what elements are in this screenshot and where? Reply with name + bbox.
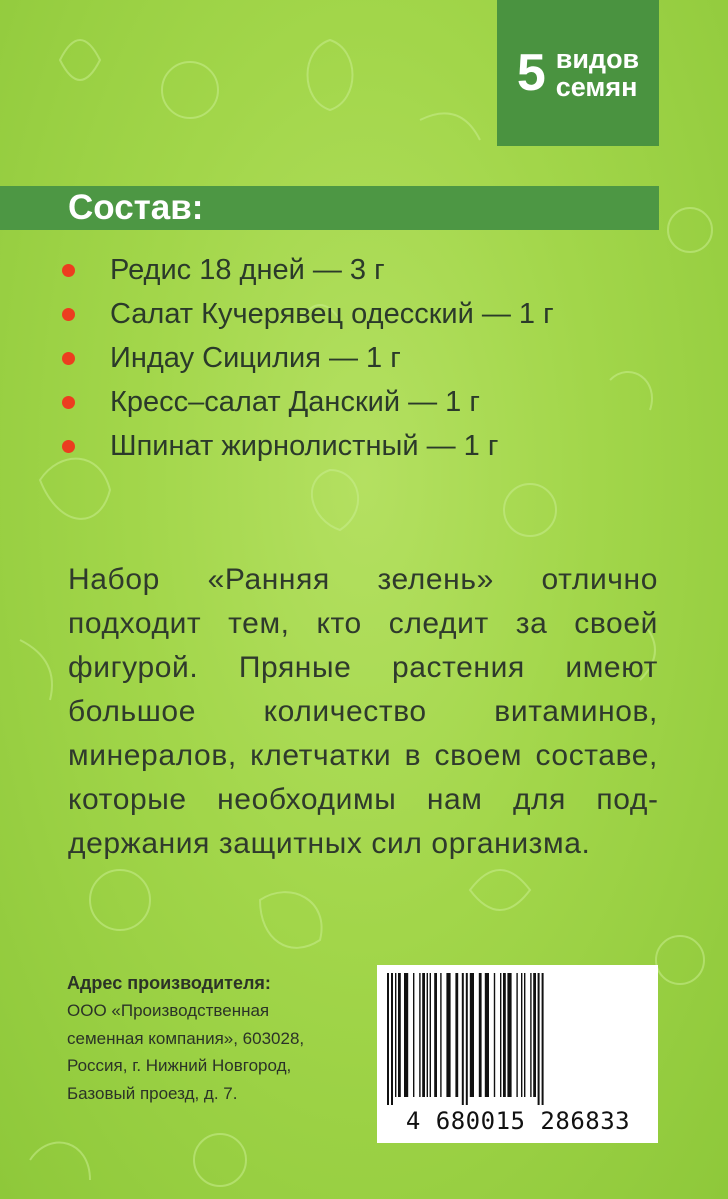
manufacturer-address bbox=[67, 970, 367, 1107]
barcode-bar bbox=[422, 973, 425, 1097]
barcode-bar bbox=[404, 973, 408, 1097]
barcode-bar bbox=[533, 973, 536, 1097]
list-item-text: Шпинат жирнолистный — 1 г bbox=[110, 429, 499, 462]
barcode-bar bbox=[470, 973, 474, 1097]
barcode-bar bbox=[507, 973, 511, 1097]
bullet-dot-icon bbox=[62, 308, 75, 321]
barcode-bar bbox=[398, 973, 401, 1097]
barcode-bar bbox=[430, 973, 431, 1097]
barcode-bar bbox=[413, 973, 414, 1097]
barcode-bar bbox=[434, 973, 437, 1097]
barcode-bar bbox=[542, 973, 544, 1105]
address-line: ООО «Производственная bbox=[67, 1001, 270, 1020]
barcode-number: 4 680015 286833 bbox=[405, 1107, 631, 1135]
bullet-dot-icon bbox=[62, 440, 75, 453]
composition-title: Состав: bbox=[68, 188, 204, 227]
badge-line-2: семян bbox=[555, 72, 638, 102]
list-item bbox=[62, 292, 554, 336]
composition-list bbox=[62, 248, 554, 468]
bullet-dot-icon bbox=[62, 396, 75, 409]
list-item bbox=[62, 336, 554, 380]
badge-number: 5 bbox=[516, 44, 546, 102]
address-line: семенная компания», 603028, bbox=[67, 1028, 305, 1048]
address-title: Адрес производителя: bbox=[67, 973, 271, 993]
product-description: Набор «Ранняя зелень» отлично подходит тем, кто следит за своей фигурой. Пряные растения имеют большое количество витаминов, минералов, клетчатки в своем составе, которые необходимы нам для поддержания защитных сил организма. bbox=[68, 563, 658, 860]
barcode-bar bbox=[466, 973, 468, 1105]
barcode-bar bbox=[440, 973, 441, 1097]
seed-count-badge bbox=[497, 0, 659, 146]
barcode-bar bbox=[395, 973, 396, 1097]
barcode-bar bbox=[500, 973, 501, 1097]
barcode-bar bbox=[485, 973, 489, 1097]
barcode bbox=[377, 965, 658, 1143]
barcode-bar bbox=[419, 973, 420, 1097]
barcode-bar bbox=[516, 973, 517, 1097]
list-item bbox=[62, 424, 554, 468]
list-item-text: Редис 18 дней — 3 г bbox=[110, 253, 385, 286]
barcode-bar bbox=[521, 973, 522, 1097]
barcode-bar bbox=[387, 973, 389, 1105]
barcode-bar bbox=[427, 973, 428, 1097]
barcode-bar bbox=[530, 973, 531, 1097]
badge-label bbox=[556, 45, 639, 102]
list-item-text: Салат Кучерявец одесский — 1 г bbox=[110, 297, 554, 330]
barcode-bar bbox=[494, 973, 495, 1097]
barcode-bar bbox=[462, 973, 464, 1105]
barcode-bar bbox=[479, 973, 482, 1097]
barcode-bar bbox=[538, 973, 540, 1105]
badge-line-1: видов bbox=[555, 43, 640, 74]
list-item-text: Индау Сицилия — 1 г bbox=[110, 341, 401, 374]
list-item-text: Кресс–салат Данский — 1 г bbox=[110, 385, 480, 418]
barcode-bar bbox=[446, 973, 450, 1097]
list-item bbox=[62, 248, 554, 292]
address-line: Россия, г. Нижний Новгород, bbox=[67, 1056, 292, 1075]
bullet-dot-icon bbox=[62, 264, 75, 277]
barcode-bar bbox=[455, 973, 458, 1097]
barcode-bar bbox=[524, 973, 525, 1097]
barcode-bar bbox=[391, 973, 393, 1105]
barcode-bars bbox=[385, 973, 650, 1105]
barcode-bar bbox=[503, 973, 506, 1097]
list-item bbox=[62, 380, 554, 424]
address-line: Базовый проезд, д. 7. bbox=[67, 1083, 238, 1103]
bullet-dot-icon bbox=[62, 352, 75, 365]
